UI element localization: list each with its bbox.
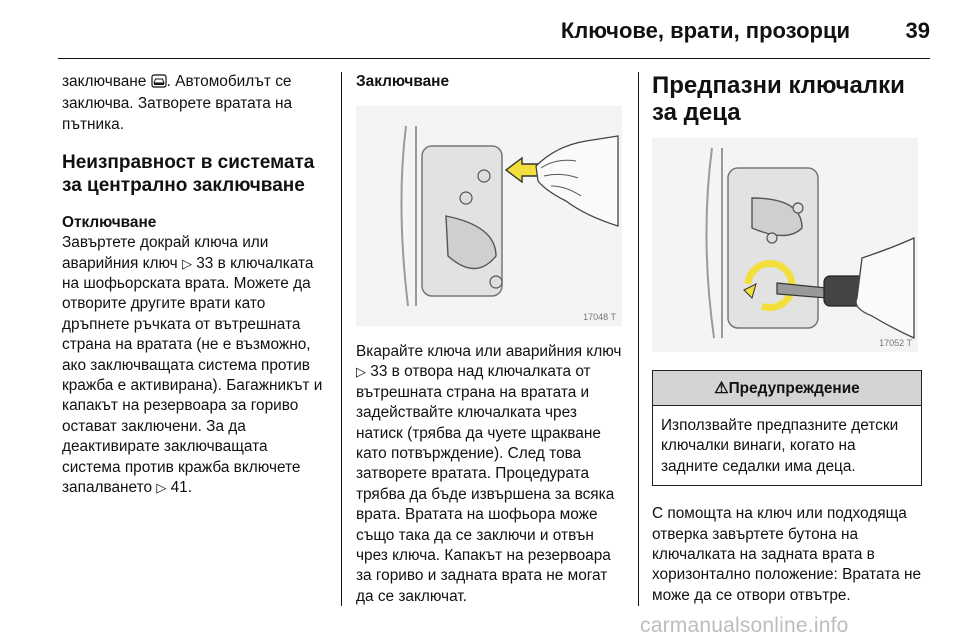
warning-box	[652, 370, 922, 486]
column-divider-1	[341, 72, 342, 606]
illustration-code: 17048 T	[583, 312, 616, 322]
watermark: carmanualsonline.info	[640, 614, 849, 637]
locking-paragraph: Вкарайте ключа или аварийния ключ ▷ 33 в отвора над ключалката от вътрешната страна на вратата и задействайте ключалката чрез натиск (трябва да чуете щракване като потвърждение). След това затворете вратата. Процедурата трябва да бъде извършена за всяка врата. Вратата на шофьора може също така да се заключи и отвън чрез ключа. Капакът на резервоара за гориво и задната врата не могат да се заключат.	[356, 343, 622, 605]
intro-paragraph: заключване . Автомобилът се заключва. Затворете вратата на пътника.	[62, 73, 293, 133]
page-title: Ключове, врати, прозорци	[560, 18, 850, 43]
child-lock-paragraph: С помощта на ключ или подходяща отверка завъртете бутона на ключалката на задната врата в хоризонтално положение: Вратата не може да се отвори отвътре.	[652, 505, 922, 604]
triangle-right-icon: ▷	[356, 364, 366, 380]
page-number: 39	[905, 18, 930, 43]
illustration-code: 17052 T	[879, 338, 912, 348]
column-divider-2	[638, 72, 639, 606]
page-reference[interactable]: 41	[170, 479, 188, 497]
warning-triangle-icon: ⚠	[714, 380, 729, 397]
section-heading-child-locks: Предпазни ключалки за деца	[652, 72, 905, 126]
page-header	[0, 0, 960, 62]
page-reference[interactable]: 33	[196, 254, 214, 272]
header-divider	[58, 58, 930, 59]
warning-header: ⚠Предупреждение	[653, 371, 921, 406]
child-lock-illustration	[652, 138, 918, 352]
section-heading-malfunction: Неизправност в системата за централно заключване	[62, 152, 315, 197]
column-1	[62, 72, 324, 499]
warning-text: Използвайте предпазните детски ключалки винаги, когато на задните седалки има деца.	[661, 417, 899, 475]
warning-body	[653, 406, 921, 485]
door-lock-illustration	[356, 106, 622, 326]
column-3	[652, 72, 922, 606]
page-reference[interactable]: 33	[370, 363, 388, 381]
subheading-unlocking: Отключване	[62, 214, 157, 232]
triangle-right-icon: ▷	[181, 255, 192, 271]
column-2	[356, 72, 622, 607]
triangle-right-icon: ▷	[156, 480, 167, 496]
section-heading-locking: Заключване	[356, 73, 450, 90]
car-lock-icon	[151, 74, 167, 94]
unlocking-paragraph: Завъртете докрай ключа или аварийния ключ ▷ 33 в ключалката на шофьорската врата. Можете да отворите другите врати като дръпнете ръчката от вътрешната страна на вратата (не е възможно, ако заключващата система против кражба е активирана). Багажникът и капакът на резервоара за гориво остават заключени. За да деактивирате заключващата система против кражба включете запалването ▷ 41.	[62, 234, 323, 497]
